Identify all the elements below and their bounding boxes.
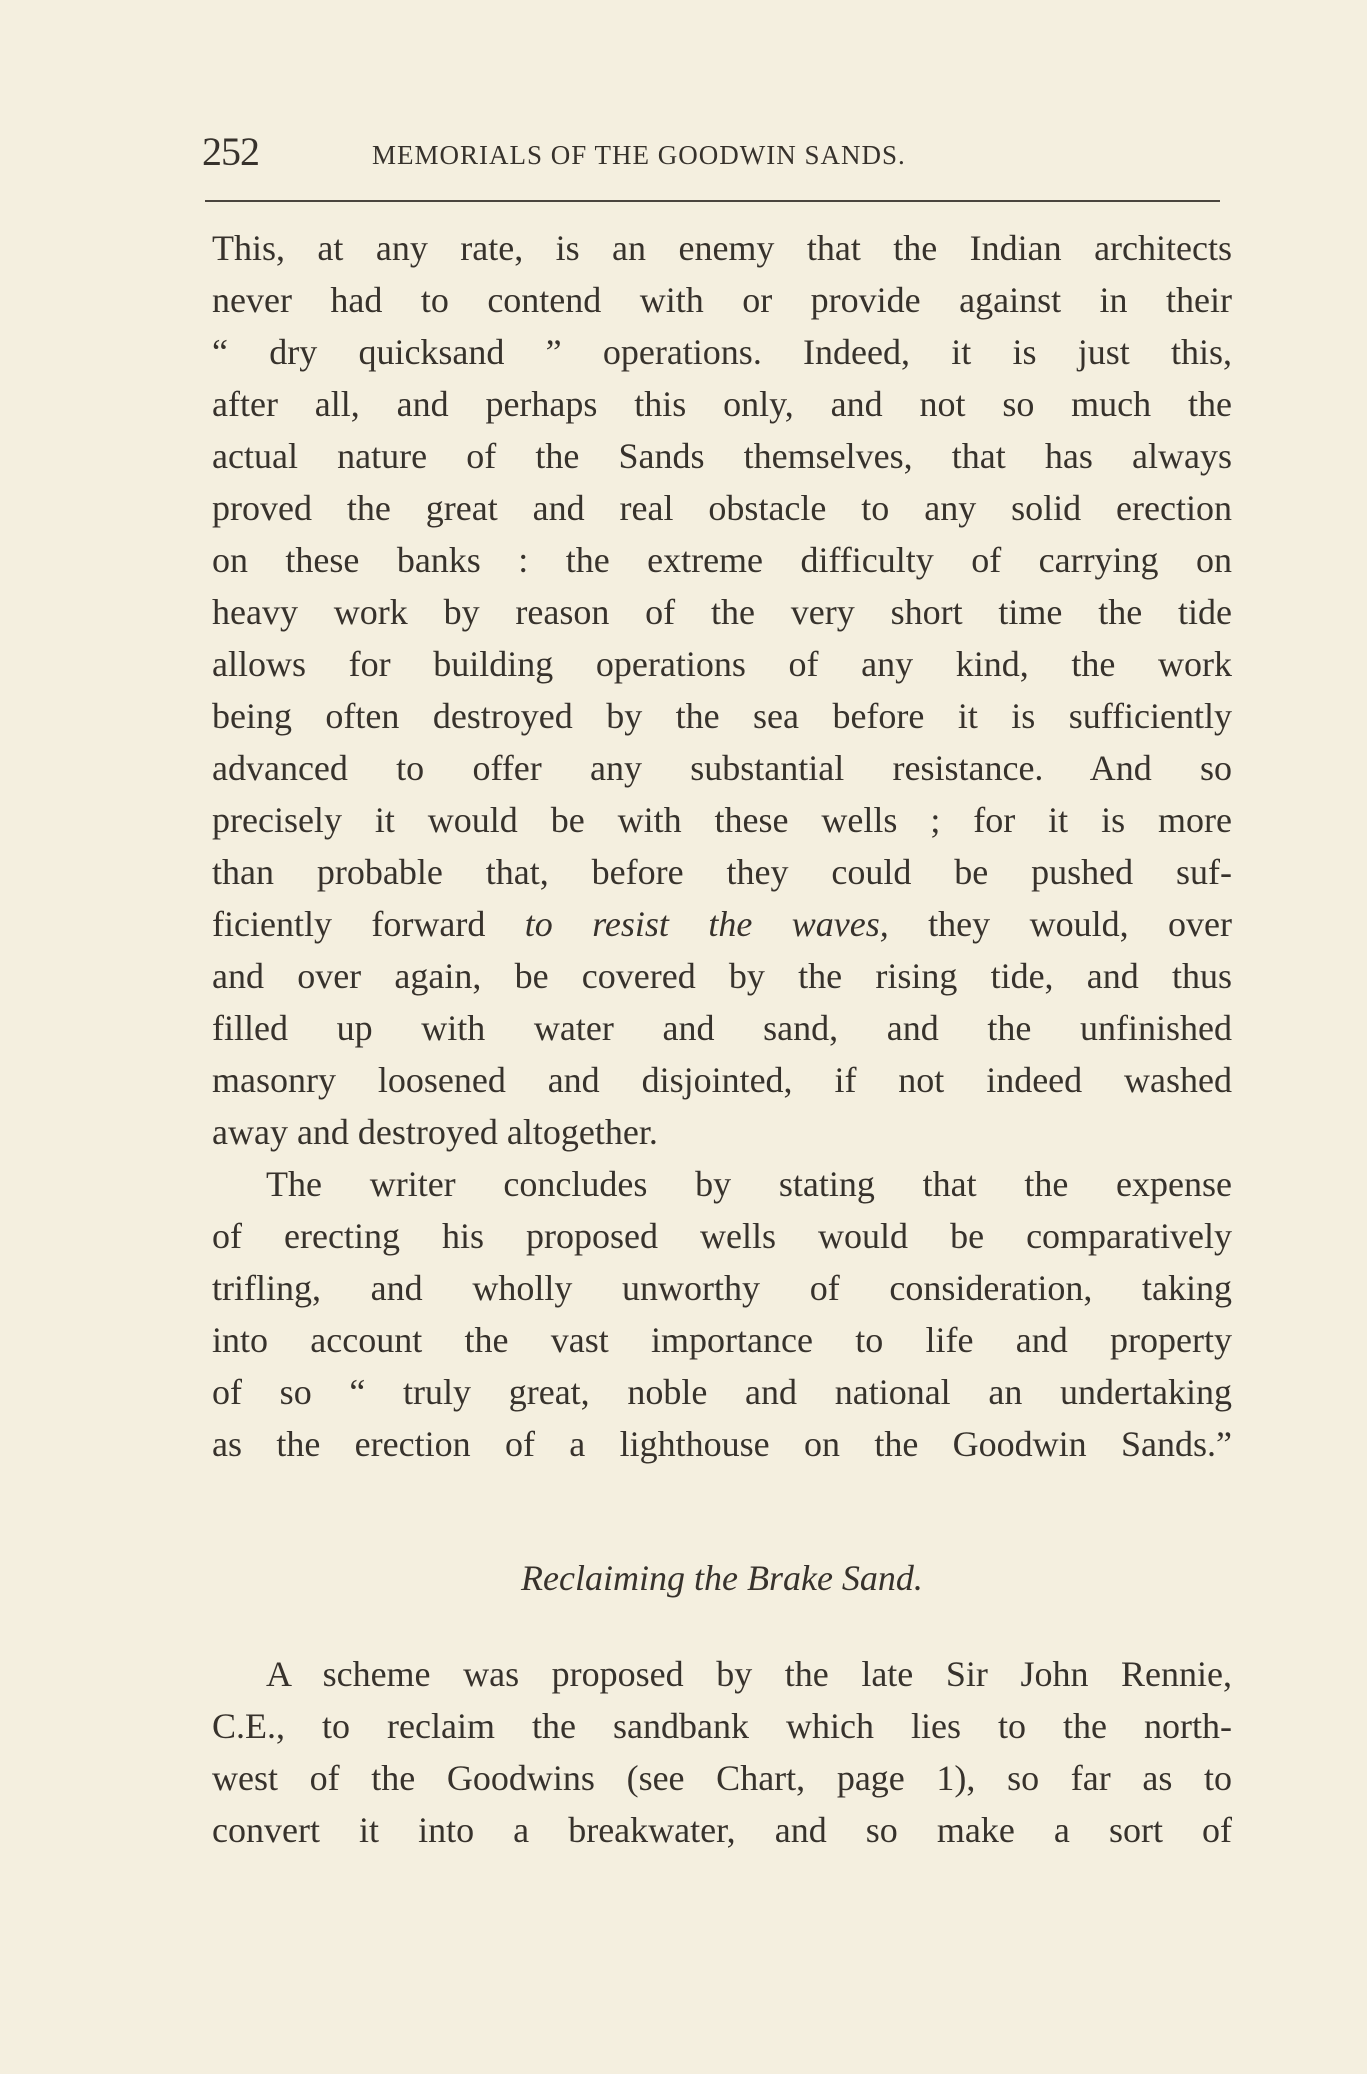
text-line: never had to contend with or provide against in their xyxy=(212,280,1232,320)
text-line: A scheme was proposed by the late Sir John Rennie, xyxy=(266,1654,1232,1694)
page-body xyxy=(212,222,1232,1856)
text-line: of so “ truly great, noble and national an undertaking xyxy=(212,1372,1232,1412)
text-line: and over again, be covered by the rising tide, and thus xyxy=(212,956,1232,996)
text-line: precisely it would be with these wells ; for it is more xyxy=(212,800,1232,840)
text-line: actual nature of the Sands themselves, that has always xyxy=(212,436,1232,476)
text-line: into account the vast importance to life and property xyxy=(212,1320,1232,1360)
section-heading: Reclaiming the Brake Sand. xyxy=(521,1558,923,1598)
running-title: MEMORIALS OF THE GOODWIN SANDS. xyxy=(372,140,906,170)
text-line: convert it into a breakwater, and so make a sort of xyxy=(212,1810,1232,1850)
text-line: advanced to offer any substantial resistance. And so xyxy=(212,748,1232,788)
text-line: after all, and perhaps this only, and not so much the xyxy=(212,384,1232,424)
text-line: on these banks : the extreme difficulty of carrying on xyxy=(212,540,1232,580)
text-line: west of the Goodwins (see Chart, page 1), so far as to xyxy=(212,1758,1232,1798)
text-line: The writer concludes by stating that the expense xyxy=(266,1164,1232,1204)
paragraph xyxy=(212,1158,1232,1470)
text-line: away and destroyed altogether. xyxy=(212,1112,658,1152)
text-line: C.E., to reclaim the sandbank which lies to the north- xyxy=(212,1706,1232,1746)
text-line: than probable that, before they could be pushed suf- xyxy=(212,852,1232,892)
text-span: they would, over xyxy=(888,904,1232,944)
text-line: masonry loosened and disjointed, if not indeed washed xyxy=(212,1060,1232,1100)
text-line: as the erection of a lighthouse on the Goodwin Sands.” xyxy=(212,1424,1232,1464)
text-line: being often destroyed by the sea before it is sufficiently xyxy=(212,696,1232,736)
paragraph xyxy=(212,1648,1232,1856)
text-line: heavy work by reason of the very short time the tide xyxy=(212,592,1232,632)
text-line: filled up with water and sand, and the unfinished xyxy=(212,1008,1232,1048)
header-rule xyxy=(205,200,1220,202)
text-line: trifling, and wholly unworthy of consideration, taking xyxy=(212,1268,1232,1308)
text-span: ficiently forward xyxy=(212,904,525,944)
text-line xyxy=(212,898,1232,950)
italic-text: to resist the waves, xyxy=(524,904,889,944)
text-line: of erecting his proposed wells would be comparatively xyxy=(212,1216,1232,1256)
text-line: This, at any rate, is an enemy that the Indian architects xyxy=(212,228,1232,268)
text-line: allows for building operations of any kind, the work xyxy=(212,644,1232,684)
paragraph xyxy=(212,222,1232,1158)
text-line: “ dry quicksand ” operations. Indeed, it is just this, xyxy=(212,332,1232,372)
page-number: 252 xyxy=(202,129,259,174)
text-line: proved the great and real obstacle to any solid erection xyxy=(212,488,1232,528)
